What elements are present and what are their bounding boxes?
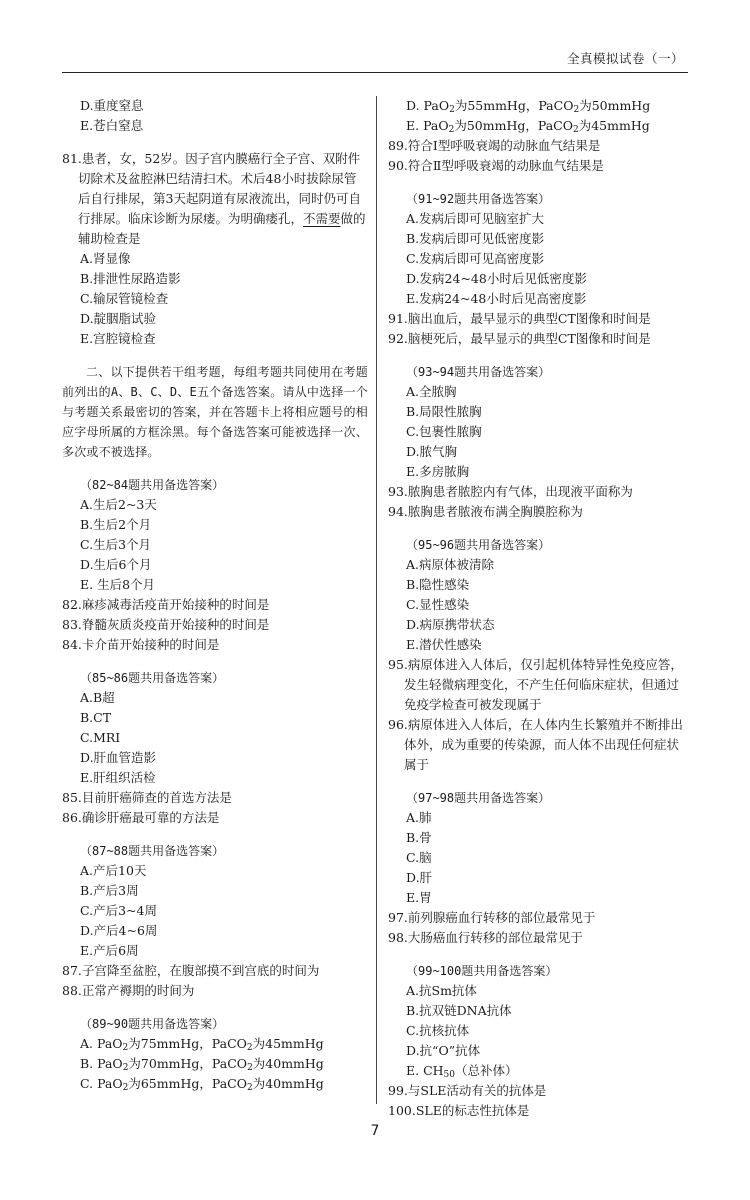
option-line: B.生后2个月: [80, 517, 152, 532]
option-line: E. 生后8个月: [80, 577, 156, 592]
question-81-stem: 81.患者，女，52岁。因子宫内膜癌行全子宫、双附件切除术及盆腔淋巴结清扫术。术后48小时拔除尿管后自行排尿，第3天起阴道有尿液流出，同时仍可自行排尿。临床诊断为尿瘘。为明确瘘孔，: [62, 151, 361, 226]
option-line: B.排泄性尿路造影: [80, 271, 181, 286]
option-line: E.宫腔镜检查: [80, 331, 156, 346]
option-line: D. PaO$_2$为55mmHg，PaCO$_2$为50mmHg: [406, 98, 651, 115]
option-line: B.抗双链DNA抗体: [406, 1003, 512, 1018]
question-line: 93.脓胸患者脓腔内有气体，出现液平面称为: [388, 484, 633, 499]
option-line: A.抗Sm抗体: [406, 983, 477, 998]
option-line: A.B超: [80, 690, 115, 705]
option-line: D.肝血管造影: [80, 750, 157, 765]
option-line: C.脑: [406, 850, 432, 865]
option-line: D.脓气胸: [406, 444, 458, 459]
option-line: E.胃: [406, 890, 432, 905]
option-line: E. $CH_{50}$（总补体）: [406, 1063, 518, 1080]
question-line: 90.符合Ⅱ型呼吸衰竭的动脉血气结果是: [388, 158, 604, 173]
option-line: D.抗“O”抗体: [406, 1043, 481, 1058]
question-line: 97.前列腺癌血行转移的部位最常见于: [388, 910, 596, 925]
group-label: （82~84题共用备选答案）: [80, 478, 225, 492]
option-line: E.肝组织活检: [80, 770, 156, 785]
question-line: 95.病原体进入人体后，仅引起机体特异性免疫应答，发生轻微病理变化，不产生任何临床症状，但通过免疫学检查可被发现属于: [388, 657, 683, 712]
option-line: B.CT: [80, 710, 112, 725]
header-title: 全真模拟试卷（一）: [566, 51, 684, 66]
option-line: A.肾显像: [80, 251, 131, 266]
group-label: （91~92题共用备选答案）: [406, 192, 551, 206]
option-line: E.苍白窒息: [80, 118, 144, 133]
question-line: 92.脑梗死后，最早显示的典型CT图像和时间是: [388, 331, 651, 346]
option-line: B. PaO$_2$为70mmHg，PaCO$_2$为40mmHg: [80, 1056, 324, 1073]
question-line: 83.脊髓灰质炎疫苗开始接种的时间是: [62, 617, 270, 632]
question-line: 88.正常产褥期的时间为: [62, 983, 195, 998]
question-line: 85.目前肝癌筛查的首选方法是: [62, 790, 232, 805]
option-line: A.发病后即可见脑室扩大: [406, 211, 545, 226]
question-line: 87.子宫降至盆腔，在腹部摸不到宫底的时间为: [62, 963, 320, 978]
question-line: 96.病原体进入人体后，在人体内生长繁殖并不断排出体外，成为重要的传染源，而人体不出现任何症状属于: [388, 717, 683, 772]
question-81-emphasis: 不需要: [303, 211, 341, 226]
option-line: E.潜伏性感染: [406, 637, 482, 652]
question-81-stem-end: 做的辅助检查是: [78, 211, 366, 246]
option-line: A.病原体被清除: [406, 557, 495, 572]
question-line: 84.卡介苗开始接种的时间是: [62, 637, 220, 652]
right-column: [388, 96, 690, 1121]
option-line: D.产后4~6周: [80, 923, 158, 938]
option-line: D.重度窒息: [80, 98, 144, 113]
option-line: B.产后3周: [80, 883, 139, 898]
question-81: [62, 149, 368, 249]
option-line: D.病原携带状态: [406, 617, 495, 632]
option-line: E. PaO$_2$为50mmHg，PaCO$_2$为45mmHg: [406, 118, 650, 135]
option-line: C.发病后即可见高密度影: [406, 251, 545, 266]
header-rule: [62, 72, 688, 73]
option-line: A.全脓胸: [406, 384, 457, 399]
group-label: （89~90题共用备选答案）: [80, 1017, 225, 1031]
group-label: （93~94题共用备选答案）: [406, 365, 551, 379]
group-label: （99~100题共用备选答案）: [406, 964, 558, 978]
option-line: C. PaO$_2$为65mmHg，PaCO$_2$为40mmHg: [80, 1076, 324, 1093]
group-label: （85~86题共用备选答案）: [80, 671, 225, 685]
option-line: C.包裹性脓胸: [406, 424, 482, 439]
option-line: C.显性感染: [406, 597, 470, 612]
question-line: 99.与SLE活动有关的抗体是: [388, 1083, 547, 1098]
question-line: 82.麻疹减毒活疫苗开始接种的时间是: [62, 597, 270, 612]
option-line: C.抗核抗体: [406, 1023, 470, 1038]
left-column: [62, 96, 368, 1094]
group-label: （95~96题共用备选答案）: [406, 538, 551, 552]
option-line: C.产后3~4周: [80, 903, 157, 918]
section-instruction: 二、以下提供若干组考题，每组考题共同使用在考题前列出的A、B、C、D、E五个备选答案。请从中选择一个与考题关系最密切的答案，并在答题卡上将相应题号的相应字母所属的方框涂黑。每个备选答案可能被选择一次、多次或不被选择。: [62, 365, 368, 459]
question-line: 100.SLE的标志性抗体是: [388, 1103, 530, 1118]
option-line: D.生后6个月: [80, 557, 152, 572]
option-line: E.多房脓胸: [406, 464, 470, 479]
group-label: （87~88题共用备选答案）: [80, 844, 225, 858]
option-line: B.骨: [406, 830, 432, 845]
option-line: D.发病24~48小时后见低密度影: [406, 271, 587, 286]
option-line: D.肝: [406, 870, 433, 885]
option-line: A.生后2~3天: [80, 497, 157, 512]
option-line: E.产后6周: [80, 943, 139, 958]
option-line: B.隐性感染: [406, 577, 470, 592]
question-line: 86.确诊肝癌最可靠的方法是: [62, 810, 220, 825]
option-line: C.MRI: [80, 730, 121, 745]
group-label: （97~98题共用备选答案）: [406, 791, 551, 805]
option-line: B.发病后即可见低密度影: [406, 231, 545, 246]
option-line: C.输尿管镜检查: [80, 291, 169, 306]
question-line: 94.脓胸患者脓液布满全胸膜腔称为: [388, 504, 583, 519]
question-line: 98.大肠癌血行转移的部位最常见于: [388, 930, 583, 945]
option-line: E.发病24~48小时后见高密度影: [406, 291, 587, 306]
column-divider: [376, 96, 377, 1104]
option-line: D.靛胭脂试验: [80, 311, 157, 326]
option-line: A. PaO$_2$为75mmHg，PaCO$_2$为45mmHg: [80, 1036, 324, 1053]
page-number: 7: [370, 1123, 380, 1139]
option-line: A.肺: [406, 810, 432, 825]
option-line: A.产后10天: [80, 863, 147, 878]
option-line: C.生后3个月: [80, 537, 152, 552]
question-line: 89.符合Ⅰ型呼吸衰竭的动脉血气结果是: [388, 138, 601, 153]
question-line: 91.脑出血后，最早显示的典型CT图像和时间是: [388, 311, 651, 326]
option-line: B.局限性脓胸: [406, 404, 482, 419]
